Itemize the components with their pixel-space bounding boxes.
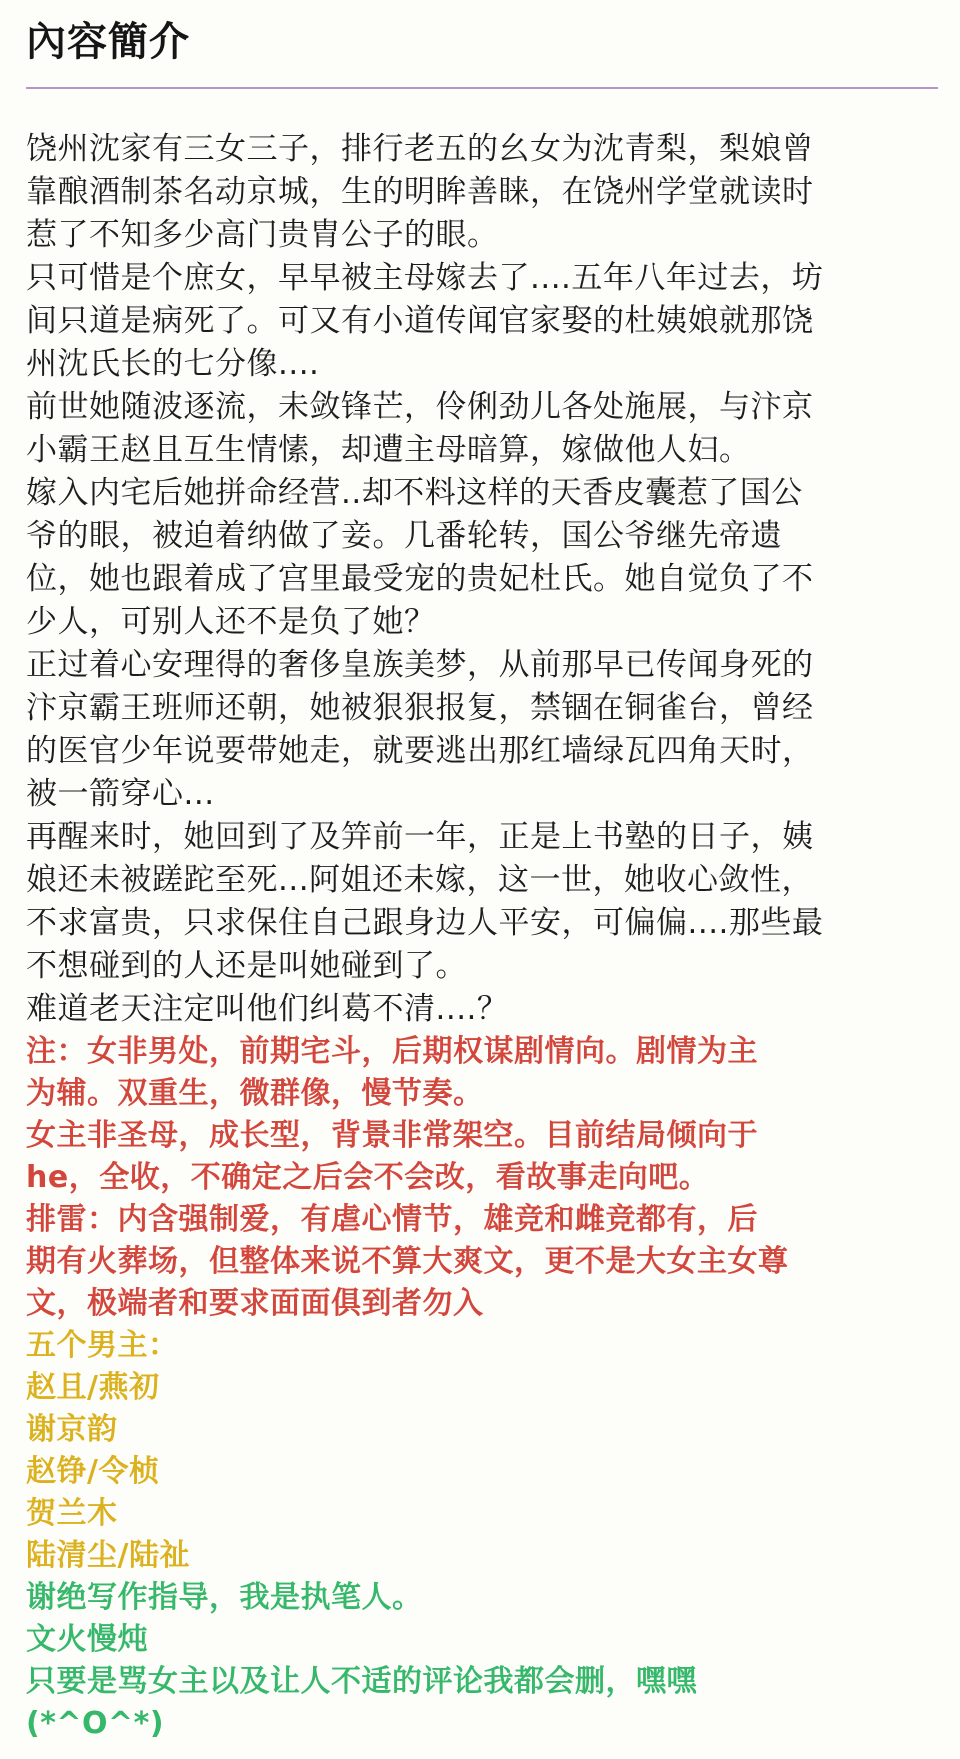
note-line: 女主非圣母，成长型，背景非常架空。目前结局倾向于 [26, 1118, 758, 1153]
synopsis-line: 正过着心安理得的奢侈皇族美梦，从前那早已传闻身死的 [26, 647, 814, 683]
note-line: 文，极端者和要求面面俱到者勿入 [26, 1286, 484, 1321]
male-lead-item: 谢京韵 [26, 1412, 118, 1447]
synopsis-line: 位，她也跟着成了宫里最受宠的贵妃杜氏。她自觉负了不 [26, 561, 814, 597]
closing-line: 文火慢炖 [26, 1622, 148, 1657]
synopsis-line: 不求富贵，只求保住自己跟身边人平安，可偏偏....那些最 [26, 905, 824, 941]
closing-line: 谢绝写作指导，我是执笔人。 [26, 1580, 423, 1615]
synopsis-line: 靠酿酒制茶名动京城，生的明眸善睐，在饶州学堂就读时 [26, 174, 814, 210]
synopsis-text [26, 128, 938, 1031]
note-line: he，全收，不确定之后会不会改，看故事走向吧。 [26, 1160, 710, 1195]
page-title: 內容簡介 [26, 19, 190, 65]
synopsis-line: 汴京霸王班师还朝，她被狠狠报复，禁锢在铜雀台，曾经 [26, 690, 814, 726]
male-lead-item: 陆清尘/陆祉 [26, 1538, 190, 1573]
male-lead-item: 赵铮/令桢 [26, 1454, 160, 1489]
synopsis-line: 只可惜是个庶女，早早被主母嫁去了....五年八年过去，坊 [26, 260, 824, 296]
synopsis-line: 爷的眼，被迫着纳做了妾。几番轮转，国公爷继先帝遗 [26, 518, 782, 554]
synopsis-line: 惹了不知多少高门贵胄公子的眼。 [26, 217, 499, 253]
synopsis-line: 娘还未被蹉跎至死...阿姐还未嫁，这一世，她收心敛性， [26, 862, 814, 898]
title-divider [26, 87, 938, 89]
note-line: 注：女非男处，前期宅斗，后期权谋剧情向。剧情为主 [26, 1034, 758, 1069]
male-lead-item: 赵且/燕初 [26, 1370, 160, 1405]
note-line: 为辅。双重生，微群像，慢节奏。 [26, 1076, 484, 1111]
synopsis-line: 嫁入内宅后她拼命经营..却不料这样的天香皮囊惹了国公 [26, 475, 803, 511]
note-line: 排雷：内含强制爱，有虐心情节，雄竞和雌竞都有，后 [26, 1202, 758, 1237]
synopsis-body [26, 128, 938, 1745]
note-line: 期有火葬场，但整体来说不算大爽文，更不是大女主女尊 [26, 1244, 789, 1279]
synopsis-line: 不想碰到的人还是叫她碰到了。 [26, 948, 467, 984]
synopsis-line: 少人，可别人还不是负了她？ [26, 604, 436, 640]
synopsis-line: 的医官少年说要带她走，就要逃出那红墙绿瓦四角天时， [26, 733, 814, 769]
synopsis-line: 再醒来时，她回到了及笄前一年，正是上书塾的日子，姨 [26, 819, 814, 855]
synopsis-line: 前世她随波逐流，未敛锋芒，伶俐劲儿各处施展，与汴京 [26, 389, 814, 425]
male-leads-heading: 五个男主： [26, 1328, 179, 1363]
male-leads-list [26, 1325, 938, 1577]
synopsis-line: 间只道是病死了。可又有小道传闻官家娶的杜姨娘就那饶 [26, 303, 814, 339]
synopsis-line: 被一箭穿心... [26, 776, 215, 812]
synopsis-line: 饶州沈家有三女三子，排行老五的幺女为沈青梨，梨娘曾 [26, 131, 814, 167]
author-closing-notes [26, 1577, 938, 1745]
closing-line: 只要是骂女主以及让人不适的评论我都会删，嘿嘿 [26, 1664, 697, 1699]
synopsis-line: 州沈氏长的七分像.... [26, 346, 320, 382]
male-lead-item: 贺兰木 [26, 1496, 118, 1531]
emoticon-line: (*^O^*) [26, 1706, 165, 1741]
synopsis-line: 难道老天注定叫他们纠葛不清....？ [26, 991, 509, 1027]
synopsis-line: 小霸王赵且互生情愫，却遭主母暗算，嫁做他人妇。 [26, 432, 751, 468]
author-notes [26, 1031, 938, 1325]
